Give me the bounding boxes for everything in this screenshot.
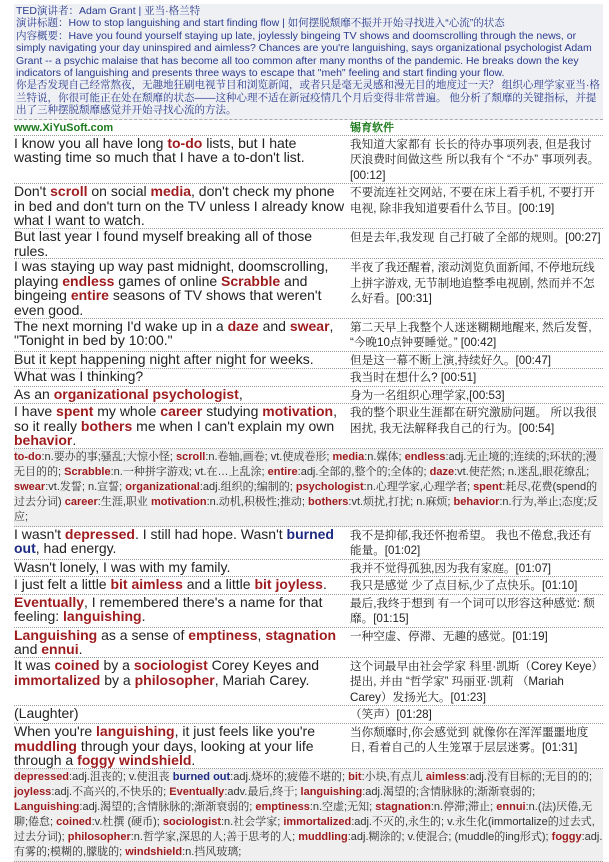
vocab-word: burned out [172, 770, 231, 783]
vocab-word: foggy [551, 830, 582, 843]
summary-en: 内容概要：Have you found yourself staying up late, joylessly bingeing TV shows and doomscrolling through the news, or simply navigating your day uninspired and aimless? Chances are you're languishing, says organizational psychologist Adam Grant -- a psychic malaise that has become all too common after many months of the pandemic. He breaks down the key indicators of languishing and presents three ways to escape that "meh" feeling and start finding your flow. [16, 29, 592, 80]
english-line [14, 595, 350, 627]
text-segment: me when I can't explain my own [132, 417, 335, 434]
transcript-row [14, 387, 603, 405]
text-segment: I have [14, 403, 57, 419]
vocab-word: joyless [14, 785, 52, 798]
keyword: Scrabble [221, 272, 281, 289]
text-segment: as a sense of [97, 626, 189, 643]
keyword: languishing [96, 722, 175, 739]
vocab-definition: :adj.烧坏的;疲倦不堪的; [230, 770, 349, 783]
vocab-word: ennui [496, 800, 526, 813]
vocab-definition: :n.动机,积极性;推动; [206, 495, 309, 508]
vocab-definition: :adj.渴望的;含情脉脉的;渐渐衰弱的; [362, 785, 536, 798]
site-url[interactable]: www.XiYuSoft.com [14, 121, 114, 134]
text-segment: by a [99, 656, 134, 673]
vocab-definition: :n.(法)厌倦,无聊;倦怠; [14, 800, 593, 828]
chinese-line: 这个词最早由社会学家 科里·凯斯（Corey Keye）提出, 并由 “哲学家” 玛丽亚·凯莉 （Mariah Carey）发扬光大。[01:23] [350, 659, 598, 704]
vocab-word: Languishing [14, 800, 80, 813]
transcript-row [14, 352, 603, 370]
keyword: career [160, 403, 203, 419]
text-segment: , [257, 626, 266, 643]
keyword: emptiness [188, 626, 258, 643]
transcript-row [14, 319, 603, 352]
vocab-word: aimless [425, 770, 467, 783]
vocab-word: emptiness [255, 800, 310, 813]
english-line [14, 184, 350, 228]
transcript-row [14, 724, 603, 769]
text-segment: , it just feels like you're [174, 722, 316, 739]
english-line [14, 369, 350, 386]
text-segment: Don't [14, 183, 51, 200]
text-segment: When you're [14, 722, 97, 739]
text-segment: by a [100, 671, 135, 688]
english-line [14, 527, 350, 559]
vocab-definition: :n.要办的事;骚乱;大惊小怪; [41, 450, 176, 463]
vocab-definition: :adj.全部的,整个的;全体的; [297, 465, 430, 478]
chinese-line: 第二天早上我整个人迷迷糊糊地醒来, 然后发誓, “今晚10点钟要睡觉。” [00:42] [350, 320, 592, 349]
chinese-line: 半夜了我还醒着, 滚动浏览负面新闻, 不停地玩线上拼字游戏, 无节制地追整季电视剧, 然而并不怎么好看。[00:31] [350, 261, 595, 306]
text-segment: I just felt a little [14, 576, 111, 593]
keyword: immortalized [14, 671, 101, 688]
transcript-row [14, 560, 603, 578]
vocab-word: spent [473, 480, 503, 493]
text-segment: Wasn't lonely, I was with my family. [14, 558, 231, 575]
speaker: TED演讲者：Adam Grant | 亚当·格兰特 [16, 5, 201, 17]
english-line [14, 387, 350, 404]
vocab-word: sociologist [162, 815, 221, 828]
vocab-definition: :n.行为,举止;态度;反应; [14, 495, 598, 523]
chinese-line: 但是这一幕不断上演,持续好久。[00:47] [350, 353, 551, 367]
vocab-definition: :adj.没有目标的;无目的的; [466, 770, 593, 783]
text-segment: . [141, 608, 146, 625]
vocab-definition: :adj.无止境的;连续的;环状的;漫无目的的; [14, 450, 597, 478]
keyword: ennui [41, 641, 79, 658]
transcript-row [14, 136, 603, 185]
transcript-row [14, 527, 603, 560]
chinese-line: 我只是感觉 少了点目标,少了点快乐。[01:10] [350, 579, 578, 593]
text-segment: . [191, 752, 196, 769]
keyword: endless [62, 272, 115, 289]
chinese-line: 我并不觉得孤独,因为我有家庭。[01:07] [350, 561, 551, 575]
keyword: bit aimless [110, 576, 183, 593]
vocabulary-notes [14, 449, 603, 527]
vocab-definition: :n.社会学家; [220, 815, 284, 828]
vocab-definition: :vt.烦扰,打扰; n.麻烦; [348, 495, 454, 508]
vocab-word: depressed [14, 770, 70, 783]
english-line [14, 724, 350, 768]
vocab-definition: :adj.不高兴的,不快乐的; [51, 785, 170, 798]
keyword: coined [54, 656, 100, 673]
keyword: sociologist [133, 656, 208, 673]
english-line [14, 352, 350, 369]
vocab-definition: :n.媒体; [364, 450, 405, 463]
vocab-word: motivation [150, 495, 207, 508]
text-segment: on social [87, 183, 151, 200]
vocab-definition: :adj.沮丧的; v.使沮丧 [69, 770, 173, 783]
keyword: media [150, 183, 192, 200]
vocab-word: behavior [453, 495, 500, 508]
vocab-word: media [332, 450, 365, 463]
keyword: Languishing [14, 626, 98, 643]
chinese-line: 我当时在想什么? [00:51] [350, 371, 477, 384]
english-line [14, 259, 350, 317]
english-line [14, 560, 350, 577]
keyword: daze [227, 317, 259, 334]
english-line [14, 229, 350, 258]
keyword: burned out [14, 525, 334, 557]
keyword: bothers [80, 417, 133, 434]
vocab-definition: :n.挡风玻璃; [182, 845, 242, 858]
vocab-word: bit [348, 770, 362, 783]
vocab-word: immortalized [283, 815, 352, 828]
text-segment: . [322, 576, 327, 593]
text-segment: It was [14, 656, 55, 673]
keyword: organizational psychologist [53, 385, 239, 402]
text-segment: , had energy. [35, 540, 117, 557]
text-segment: As an [14, 385, 54, 402]
text-segment: (Laughter) [14, 705, 79, 722]
vocab-word: stagnation [375, 800, 431, 813]
keyword: to-do [167, 134, 203, 151]
text-segment: But last year I found myself breaking all of those rules. [14, 227, 313, 259]
text-segment: studying [202, 403, 263, 419]
vocab-definition: :vt.使茫然; n.迷乱,眼花缭乱; [454, 465, 590, 478]
transcript-row [14, 369, 603, 387]
keyword: philosopher [134, 671, 215, 688]
vocab-definition: :n.哲学家,深思的人;善于思考的人; [130, 830, 299, 843]
keyword: languishing [63, 608, 142, 625]
vocab-word: Eventually [169, 785, 225, 798]
chinese-line: 但是去年,我发现 自己打破了全部的规则。[00:27] [350, 230, 601, 244]
english-line [14, 404, 350, 448]
text-segment: I know you all have long [14, 134, 168, 151]
english-line [14, 706, 350, 723]
vocab-word: coined [56, 815, 92, 828]
text-segment: , I remembered there's a name for that feeling: [14, 593, 323, 625]
talk-info-header [14, 4, 603, 120]
vocab-definition: :n.卷轴,画卷; vt.使成卷形; [205, 450, 333, 463]
text-segment: The next morning I'd wake up in a [14, 317, 228, 334]
text-segment: . [78, 641, 83, 658]
transcript-row [14, 658, 603, 707]
keyword: motivation [262, 403, 334, 419]
text-segment: , [238, 385, 243, 402]
text-segment: I wasn't [14, 525, 65, 542]
vocab-definition: :adj.渴望的;含情脉脉的;渐渐衰弱的; [79, 800, 256, 813]
vocab-definition: :adv.最后,终于; [224, 785, 301, 798]
vocab-word: muddling [298, 830, 348, 843]
vocab-word: swear [14, 480, 46, 493]
vocab-definition: :adj.不灭的,永生的; v.永生化(immortalize的过去式,过去分词); [14, 815, 595, 843]
summary-zh: 你是否发现自己经常熬夜，无趣地狂刷电视节目和浏览新闻，或者只是毫无灵感和漫无目的地度过一天？ 组织心理学家亚当·格兰特说，你很可能正在处在颓靡的状态——这种心理不适在新冠疫情几个月后变得非常普遍。 他分析了颓靡的关键指标，并提出了三种摆脱颓靡感觉并开始寻找心流的方法。 [16, 79, 600, 117]
vocab-word: entire [267, 465, 298, 478]
vocab-word: psychologist [295, 480, 364, 493]
chinese-line: 我的整个职业生涯都在研究激励问题。 所以我很困扰, 我无法解释我自己的行为。[00:54] [350, 406, 597, 435]
keyword: stagnation [265, 626, 337, 643]
text-segment: and a little [182, 576, 255, 593]
vocab-word: languishing [300, 785, 363, 798]
transcript-row [14, 577, 603, 595]
keyword: foggy windshield [77, 752, 192, 769]
text-segment: . [72, 432, 77, 449]
transcript [14, 136, 603, 862]
vocab-definition: :小块,有点儿 [361, 770, 426, 783]
chinese-line: 身为一名组织心理学家,[00:53] [350, 388, 505, 402]
text-segment: my whole [93, 403, 161, 419]
chinese-line: 一种空虚、停滞、无趣的感觉。[01:19] [350, 629, 548, 643]
vocab-definition: :adj.组织的;编制的; [199, 480, 296, 493]
keyword: swear [289, 317, 330, 334]
text-segment: , don't check my phone in bed and don't turn on the TV unless I already know what I want to watch. [14, 183, 345, 229]
text-segment: . I still had hope. Wasn't [134, 525, 287, 542]
chinese-line: （笑声）[01:28] [350, 708, 432, 722]
chinese-line: 当你颓靡时,你会感觉到 就像你在浑浑噩噩地度日, 看着自己的人生笼罩于层层迷雾。[01:31] [350, 725, 589, 755]
transcript-row [14, 184, 603, 229]
english-line [14, 628, 350, 657]
vocab-definition: :n.空虚;无知; [309, 800, 376, 813]
vocab-word: daze [429, 465, 455, 478]
text-segment: seasons of TV shows that weren't even good. [14, 287, 322, 318]
vocab-word: philosopher [67, 830, 131, 843]
transcript-row [14, 404, 603, 449]
vocab-word: career [64, 495, 98, 508]
vocab-definition: :adj.糊涂的; v.使混合; (muddle的ing形式); [347, 830, 552, 843]
text-segment: I was staying up way past midnight, doomscrolling, playing [14, 258, 329, 289]
keyword: scroll [50, 183, 88, 200]
site-name: 锡育软件 [350, 121, 394, 134]
vocab-word: windshield [125, 845, 183, 858]
text-segment: games of online [114, 272, 222, 289]
text-segment: and [14, 641, 42, 658]
text-segment: What was I thinking? [14, 368, 144, 384]
text-segment: , Mariah Carey. [214, 671, 310, 688]
transcript-row [14, 595, 603, 628]
keyword: bit joyless [254, 576, 323, 593]
vocab-definition: :n.一种拼字游戏; vt.在…上乱涂; [110, 465, 268, 478]
keyword: muddling [14, 737, 77, 754]
text-segment: But it kept happening night after night for weeks. [14, 350, 314, 367]
text-segment: lists, but I hate wasting time so much that I have a to-don't list. [14, 134, 305, 166]
vocab-word: organizational [125, 480, 200, 493]
keyword: spent [56, 403, 94, 419]
vocab-word: scroll [175, 450, 206, 463]
vocab-definition: :n.停滞;滞止; [430, 800, 497, 813]
vocab-definition: :n.心理学家,心理学者; [363, 480, 474, 493]
english-line [14, 136, 350, 184]
keyword: depressed [64, 525, 135, 542]
vocab-definition: :生涯,职业 [97, 495, 151, 508]
transcript-row [14, 706, 603, 724]
keyword: behavior [14, 432, 73, 449]
vocab-definition: :耗尽,花费(spend的过去分词) [14, 480, 598, 508]
chinese-line: 我不是抑郁,我还怀抱希望。 我也不倦怠,我还有能量。[01:02] [350, 528, 592, 558]
text-segment: , "Tonight in bed by 10:00." [14, 317, 334, 349]
keyword: Eventually [14, 593, 85, 610]
text-segment: through your days, looking at your life through a [14, 737, 314, 769]
vocab-word: bothers [308, 495, 349, 508]
text-segment: and bingeing [14, 272, 308, 304]
transcript-row [14, 259, 603, 318]
english-line [14, 658, 350, 706]
talk-title: 演讲标题：How to stop languishing and start finding flow | 如何摆脱颓靡不振并开始寻找进入“心流”的状态 [16, 17, 505, 30]
english-line [14, 577, 350, 594]
transcript-row [14, 229, 603, 259]
site-row [14, 120, 603, 136]
vocab-definition: :adj.有雾的;模糊的,朦胧的; [14, 830, 603, 858]
chinese-line: 我知道大家都有 长长的待办事项列表, 但是我讨厌浪费时间做这些 所以我有个 “不办” 事项列表。[00:12] [350, 137, 600, 182]
english-line [14, 319, 350, 351]
vocab-definition: :vt.发誓; n.宣誓; [45, 480, 126, 493]
keyword: entire [70, 287, 109, 304]
vocab-word: to-do [14, 450, 42, 463]
transcript-row [14, 628, 603, 658]
chinese-line: 不要流连社交网站, 不要在床上看手机, 不要打开电视, 除非我知道要看什么节目。[00:19] [350, 186, 595, 215]
vocab-word: Scrabble [64, 465, 111, 478]
vocab-definition: :v.杜撰 (硬币); [91, 815, 163, 828]
vocab-word: endless [404, 450, 446, 463]
text-segment: Corey Keyes and [207, 656, 320, 673]
chinese-line: 最后,我终于想到 有一个词可以形容这种感觉: 颓靡。[01:15] [350, 596, 595, 626]
text-segment: , so it really [14, 403, 337, 434]
text-segment: and [258, 317, 290, 334]
